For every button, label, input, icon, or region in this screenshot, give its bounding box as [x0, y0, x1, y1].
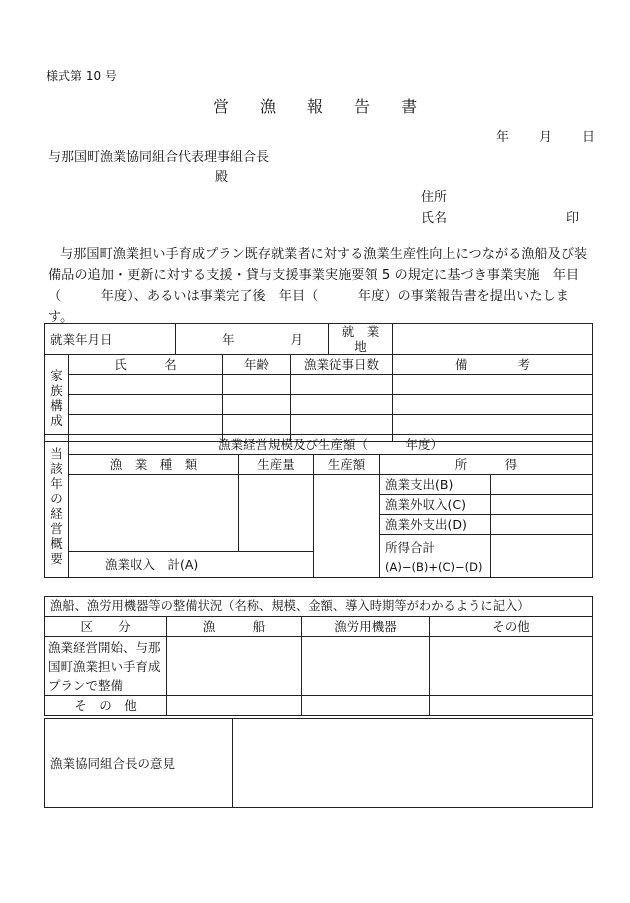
age-cell[interactable]: [223, 375, 291, 395]
expense-cell[interactable]: [491, 475, 593, 495]
location-label: 就 業 地: [329, 324, 393, 355]
header-value: 生産額: [314, 455, 380, 475]
title-char: 告: [354, 97, 372, 116]
name-label: 氏名: [421, 211, 448, 226]
row-other-label: そ の 他: [45, 696, 167, 716]
volume-cell[interactable]: [239, 475, 314, 552]
gear-cell[interactable]: [302, 696, 430, 716]
name-cell[interactable]: [69, 375, 223, 395]
header-name: 氏 名: [69, 355, 223, 375]
date-line: [496, 126, 595, 145]
workdays-cell[interactable]: [291, 395, 393, 415]
date-month: 月: [539, 130, 553, 145]
header-volume: 生産量: [239, 455, 314, 475]
header-income: 所 得: [380, 455, 593, 475]
income-total-label: 所得合計 (A)−(B)+(C)−(D): [380, 535, 491, 578]
title-char: 営: [213, 97, 231, 116]
table-row: [45, 395, 593, 415]
document-title: [213, 94, 448, 117]
other-expense-label: 漁業外支出(D): [380, 515, 491, 535]
equipment-table: [44, 596, 593, 716]
equipment-heading: 漁船、漁労用機器等の整備状況（名称、規模、金額、導入時期等がわかるように記入）: [45, 597, 593, 617]
family-label: 家 族 構 成: [45, 355, 69, 442]
date-day: 日: [582, 130, 596, 145]
expense-label: 漁業支出(B): [380, 475, 491, 495]
table-row: [45, 435, 593, 455]
table-row: [45, 719, 593, 808]
year-label: 年: [222, 331, 235, 347]
header-workdays: 漁業従事日数: [291, 355, 393, 375]
name-cell[interactable]: [69, 395, 223, 415]
row-plan-label: 漁業経営開始、与那国町漁業担い手育成プランで整備: [45, 637, 167, 696]
other-cell[interactable]: [430, 696, 593, 716]
opinion-label: 漁業協同組合長の意見: [45, 719, 233, 808]
table-row: [45, 696, 593, 716]
seal-label: 印: [566, 211, 580, 226]
table-row: [45, 455, 593, 475]
table-row: [45, 355, 593, 375]
header-other: その他: [430, 617, 593, 637]
opinion-table: [44, 718, 593, 808]
other-cell[interactable]: [430, 637, 593, 696]
income-total-cell[interactable]: [491, 535, 593, 578]
table-row: [45, 597, 593, 617]
body-paragraph: 与那国町漁業担い手育成プラン既存就業者に対する漁業生産性向上につながる漁船及び装備品の追加・更新に対する支援・貸与支援事業実施要領 5 の規定に基づき事業実施 年目（ 年度）、あるいは事業完了後 年目（ 年度）の事業報告書を提出いたします。: [48, 247, 588, 325]
vessel-cell[interactable]: [167, 696, 302, 716]
opinion-field[interactable]: [233, 719, 593, 808]
family-table: [44, 323, 593, 442]
vessel-cell[interactable]: [167, 637, 302, 696]
management-table: [44, 434, 593, 578]
start-date-label: 就業年月日: [45, 324, 176, 355]
overview-label: 当 該 年 の 経 営 概 要: [45, 435, 69, 578]
title-char: 報: [307, 97, 325, 116]
header-age: 年齢: [223, 355, 291, 375]
other-expense-cell[interactable]: [491, 515, 593, 535]
workdays-cell[interactable]: [291, 375, 393, 395]
age-cell[interactable]: [223, 395, 291, 415]
table-row: [45, 637, 593, 696]
start-date-field[interactable]: [176, 324, 329, 355]
value-cell[interactable]: [314, 475, 380, 578]
table-row: [45, 617, 593, 637]
header-vessel: 漁 船: [167, 617, 302, 637]
honorific: 殿: [215, 170, 229, 185]
header-fishery-type: 漁 業 種 類: [69, 455, 239, 475]
title-char: 漁: [260, 97, 278, 116]
table-row: [45, 375, 593, 395]
form-number: 様式第 10 号: [46, 69, 117, 83]
revenue-total-label: 漁業収入 計(A): [69, 552, 314, 578]
location-field[interactable]: [393, 324, 593, 355]
remarks-cell[interactable]: [393, 395, 593, 415]
header-category: 区 分: [45, 617, 167, 637]
fishery-type-cell[interactable]: [69, 475, 239, 552]
other-income-cell[interactable]: [491, 495, 593, 515]
scale-title: 漁業経営規模及び生産額（ 年度）: [69, 435, 593, 455]
date-year: 年: [496, 130, 510, 145]
other-income-label: 漁業外収入(C): [380, 495, 491, 515]
month-label: 月: [290, 331, 304, 347]
title-char: 書: [401, 97, 419, 116]
address-label: 住所: [421, 190, 448, 205]
table-row: [45, 324, 593, 355]
header-gear: 漁労用機器: [302, 617, 430, 637]
header-remarks: 備 考: [393, 355, 593, 375]
table-row: [45, 475, 593, 495]
addressee: 与那国町漁業協同組合代表理事組合長: [48, 150, 270, 165]
remarks-cell[interactable]: [393, 375, 593, 395]
gear-cell[interactable]: [302, 637, 430, 696]
